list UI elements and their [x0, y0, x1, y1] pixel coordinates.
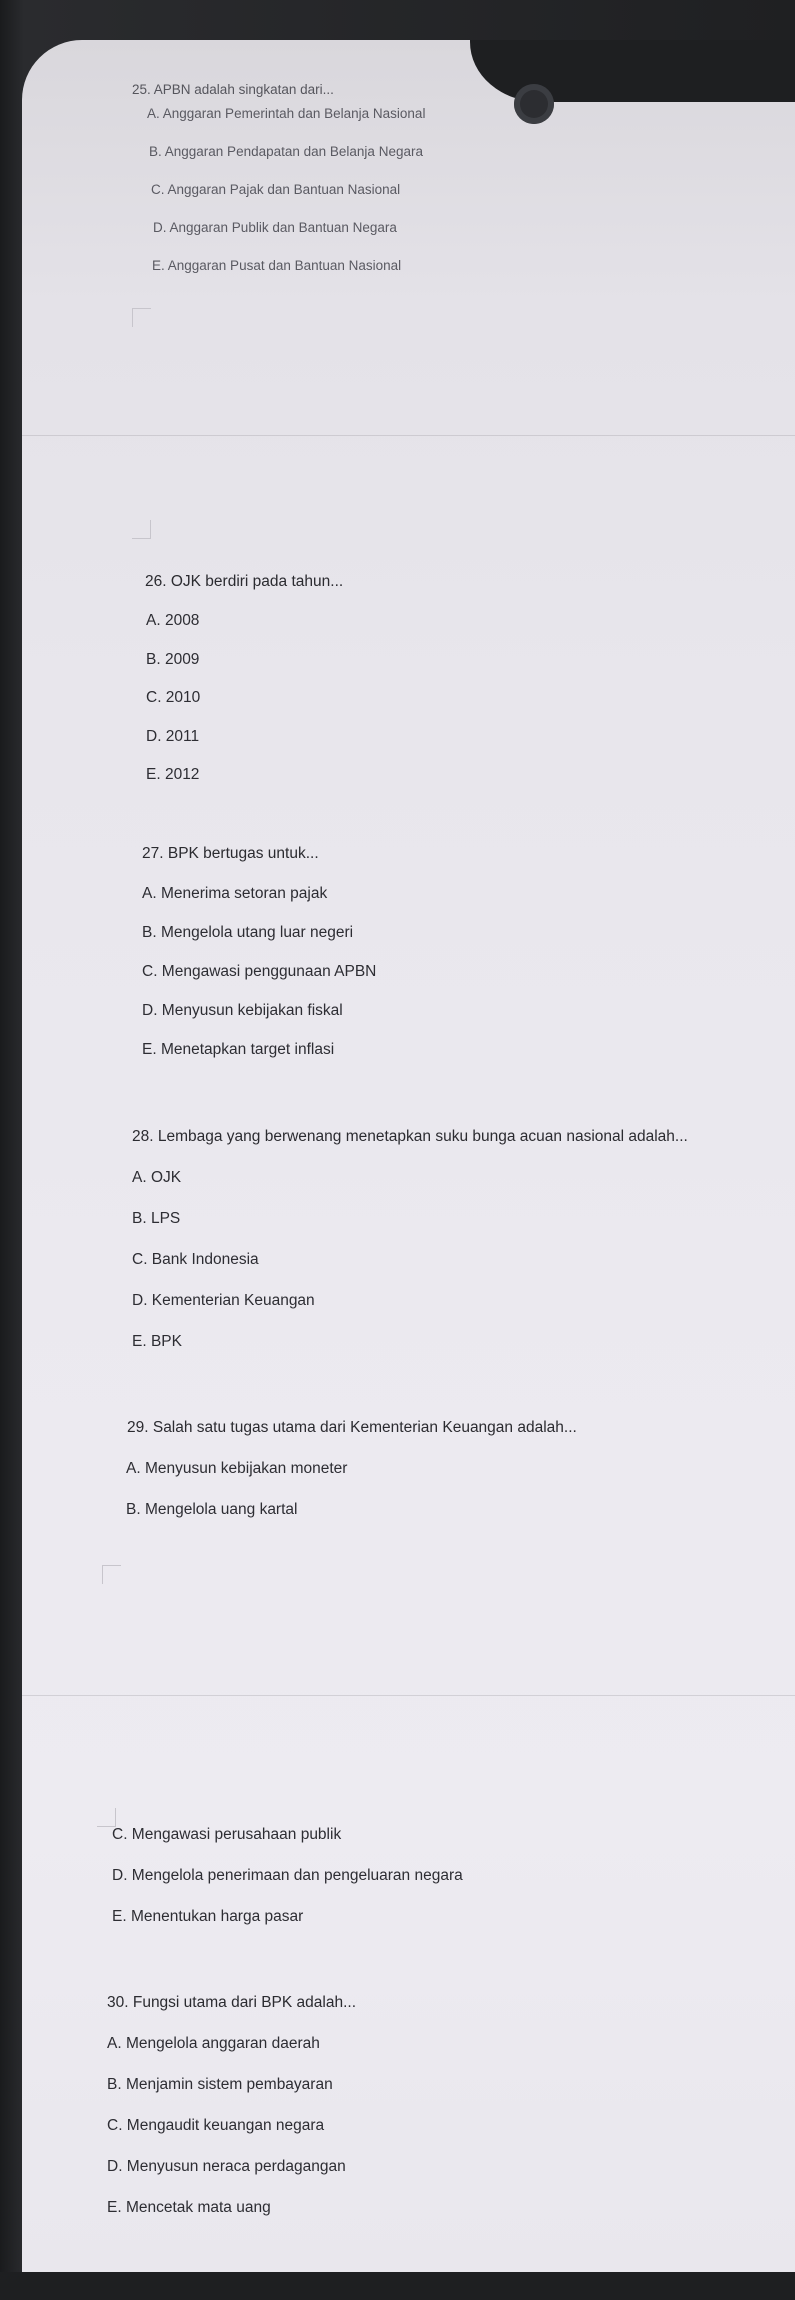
option-30-e[interactable]: E. Mencetak mata uang: [107, 2199, 271, 2216]
crop-corner-mark: [132, 308, 151, 327]
option-25-d[interactable]: D. Anggaran Publik dan Bantuan Negara: [153, 220, 397, 235]
option-25-b[interactable]: B. Anggaran Pendapatan dan Belanja Negara: [149, 144, 423, 159]
question-29: 29. Salah satu tugas utama dari Kementerian Keuangan adalah...: [127, 1419, 577, 1436]
option-26-e[interactable]: E. 2012: [146, 766, 200, 783]
question-25: 25. APBN adalah singkatan dari...: [132, 82, 334, 97]
option-26-b[interactable]: B. 2009: [146, 651, 200, 668]
option-27-d[interactable]: D. Menyusun kebijakan fiskal: [142, 1002, 343, 1019]
option-25-e[interactable]: E. Anggaran Pusat dan Bantuan Nasional: [152, 258, 402, 273]
option-27-e[interactable]: E. Menetapkan target inflasi: [142, 1041, 335, 1058]
option-28-b[interactable]: B. LPS: [132, 1210, 181, 1227]
option-29-c[interactable]: C. Mengawasi perusahaan publik: [112, 1826, 342, 1843]
option-26-a[interactable]: A. 2008: [146, 612, 200, 629]
crop-corner-mark: [97, 1808, 116, 1827]
question-28: 28. Lembaga yang berwenang menetapkan suku bunga acuan nasional adalah...: [132, 1128, 688, 1145]
option-26-d[interactable]: D. 2011: [146, 728, 200, 745]
option-25-c[interactable]: C. Anggaran Pajak dan Bantuan Nasional: [151, 182, 401, 197]
option-29-b[interactable]: B. Mengelola uang kartal: [126, 1501, 298, 1518]
option-30-b[interactable]: B. Menjamin sistem pembayaran: [107, 2076, 333, 2093]
phone-bottom-bezel: [0, 2272, 795, 2300]
front-camera-icon: [514, 84, 554, 124]
page-fold-line: [22, 435, 795, 436]
option-28-d[interactable]: D. Kementerian Keuangan: [132, 1292, 315, 1309]
option-29-a[interactable]: A. Menyusun kebijakan moneter: [126, 1460, 348, 1477]
screen-notch-edge: [610, 40, 795, 102]
question-27: 27. BPK bertugas untuk...: [142, 845, 319, 862]
question-30: 30. Fungsi utama dari BPK adalah...: [107, 1994, 357, 2011]
option-27-b[interactable]: B. Mengelola utang luar negeri: [142, 924, 354, 941]
option-28-a[interactable]: A. OJK: [132, 1169, 182, 1186]
option-30-c[interactable]: C. Mengaudit keuangan negara: [107, 2117, 325, 2134]
crop-corner-mark: [102, 1565, 121, 1584]
option-29-d[interactable]: D. Mengelola penerimaan dan pengeluaran negara: [112, 1867, 463, 1884]
question-26: 26. OJK berdiri pada tahun...: [145, 573, 344, 590]
option-27-a[interactable]: A. Menerima setoran pajak: [142, 885, 328, 902]
phone-screen: [22, 40, 795, 2272]
option-26-c[interactable]: C. 2010: [146, 689, 201, 706]
option-29-e[interactable]: E. Menentukan harga pasar: [112, 1908, 304, 1925]
option-25-a[interactable]: A. Anggaran Pemerintah dan Belanja Nasional: [147, 106, 426, 121]
option-30-d[interactable]: D. Menyusun neraca perdagangan: [107, 2158, 346, 2175]
option-27-c[interactable]: C. Mengawasi penggunaan APBN: [142, 963, 377, 980]
option-30-a[interactable]: A. Mengelola anggaran daerah: [107, 2035, 320, 2052]
option-28-c[interactable]: C. Bank Indonesia: [132, 1251, 259, 1268]
crop-corner-mark: [132, 520, 151, 539]
option-28-e[interactable]: E. BPK: [132, 1333, 182, 1350]
page-fold-line: [22, 1695, 795, 1696]
